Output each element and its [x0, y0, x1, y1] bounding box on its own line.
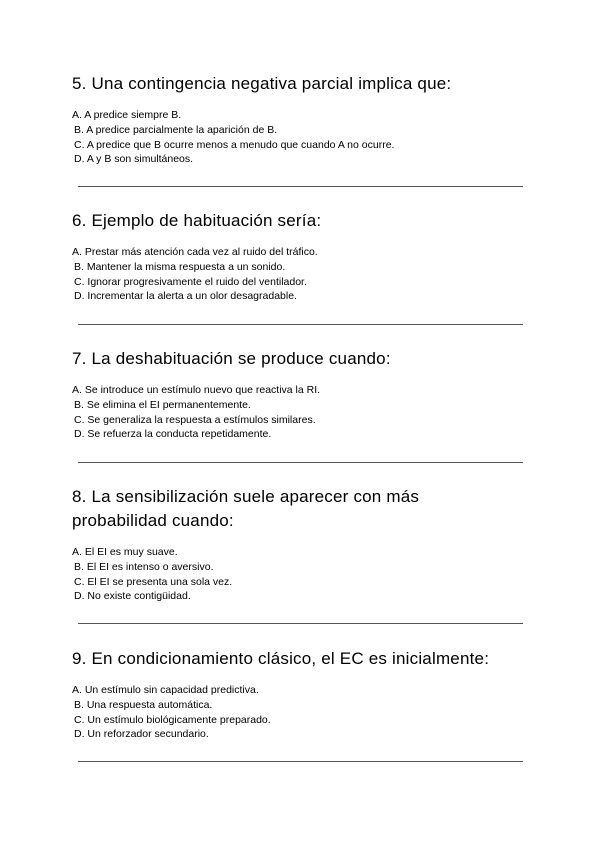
options-list — [72, 545, 524, 604]
options-list — [72, 383, 524, 442]
option-d: D. Se refuerza la conducta repetidamente. — [74, 428, 272, 441]
divider — [78, 462, 523, 463]
divider — [78, 623, 523, 624]
option-b: B. Mantener la misma respuesta a un sonido. — [74, 260, 286, 273]
option-d: D. No existe contigüidad. — [74, 590, 191, 603]
option-a: A. Prestar más atención cada vez al ruido del tráfico. — [72, 246, 318, 258]
option-a: A. Se introduce un estímulo nuevo que reactiva la RI. — [72, 384, 321, 396]
option-c: C. Se generaliza la respuesta a estímulos similares. — [74, 413, 316, 426]
question-title — [72, 485, 524, 533]
question-title: 5. Una contingencia negativa parcial implica que: — [72, 74, 452, 93]
option-b: B. Se elimina el EI permanentemente. — [74, 398, 251, 411]
question-6 — [72, 209, 524, 304]
question-title: 6. Ejemplo de habituación sería: — [72, 211, 322, 230]
option-b: B. Una respuesta automática. — [74, 698, 213, 711]
option-b: B. El EI es intenso o aversivo. — [74, 560, 214, 573]
question-title: 7. La deshabituación se produce cuando: — [72, 349, 391, 368]
question-7 — [72, 347, 524, 442]
question-8 — [72, 485, 524, 604]
options-list — [72, 108, 524, 167]
option-a: A. El EI es muy suave. — [72, 546, 178, 558]
option-c: C. Ignorar progresivamente el ruido del ventilador. — [74, 275, 307, 288]
divider — [78, 761, 523, 762]
option-c: C. Un estímulo biológicamente preparado. — [74, 713, 271, 726]
option-d: D. A y B son simultáneos. — [74, 153, 194, 166]
divider — [78, 324, 523, 325]
option-a: A. Un estímulo sin capacidad predictiva. — [72, 684, 259, 696]
options-list — [72, 245, 524, 304]
question-title-line-1: 8. La sensibilización suele aparecer con más — [72, 487, 420, 506]
question-5 — [72, 72, 524, 167]
options-list — [72, 683, 524, 742]
divider — [78, 186, 523, 187]
question-title-line-2: probabilidad cuando: — [72, 511, 234, 530]
option-b: B. A predice parcialmente la aparición de B. — [74, 123, 278, 136]
option-c: C. El EI se presenta una sola vez. — [74, 575, 233, 588]
option-a: A. A predice siempre B. — [72, 109, 182, 121]
question-title: 9. En condicionamiento clásico, el EC es inicialmente: — [72, 649, 490, 668]
option-c: C. A predice que B ocurre menos a menudo que cuando A no ocurre. — [74, 138, 395, 151]
option-d: D. Un reforzador secundario. — [74, 728, 209, 741]
question-9 — [72, 647, 524, 742]
option-d: D. Incrementar la alerta a un olor desagradable. — [74, 290, 297, 303]
